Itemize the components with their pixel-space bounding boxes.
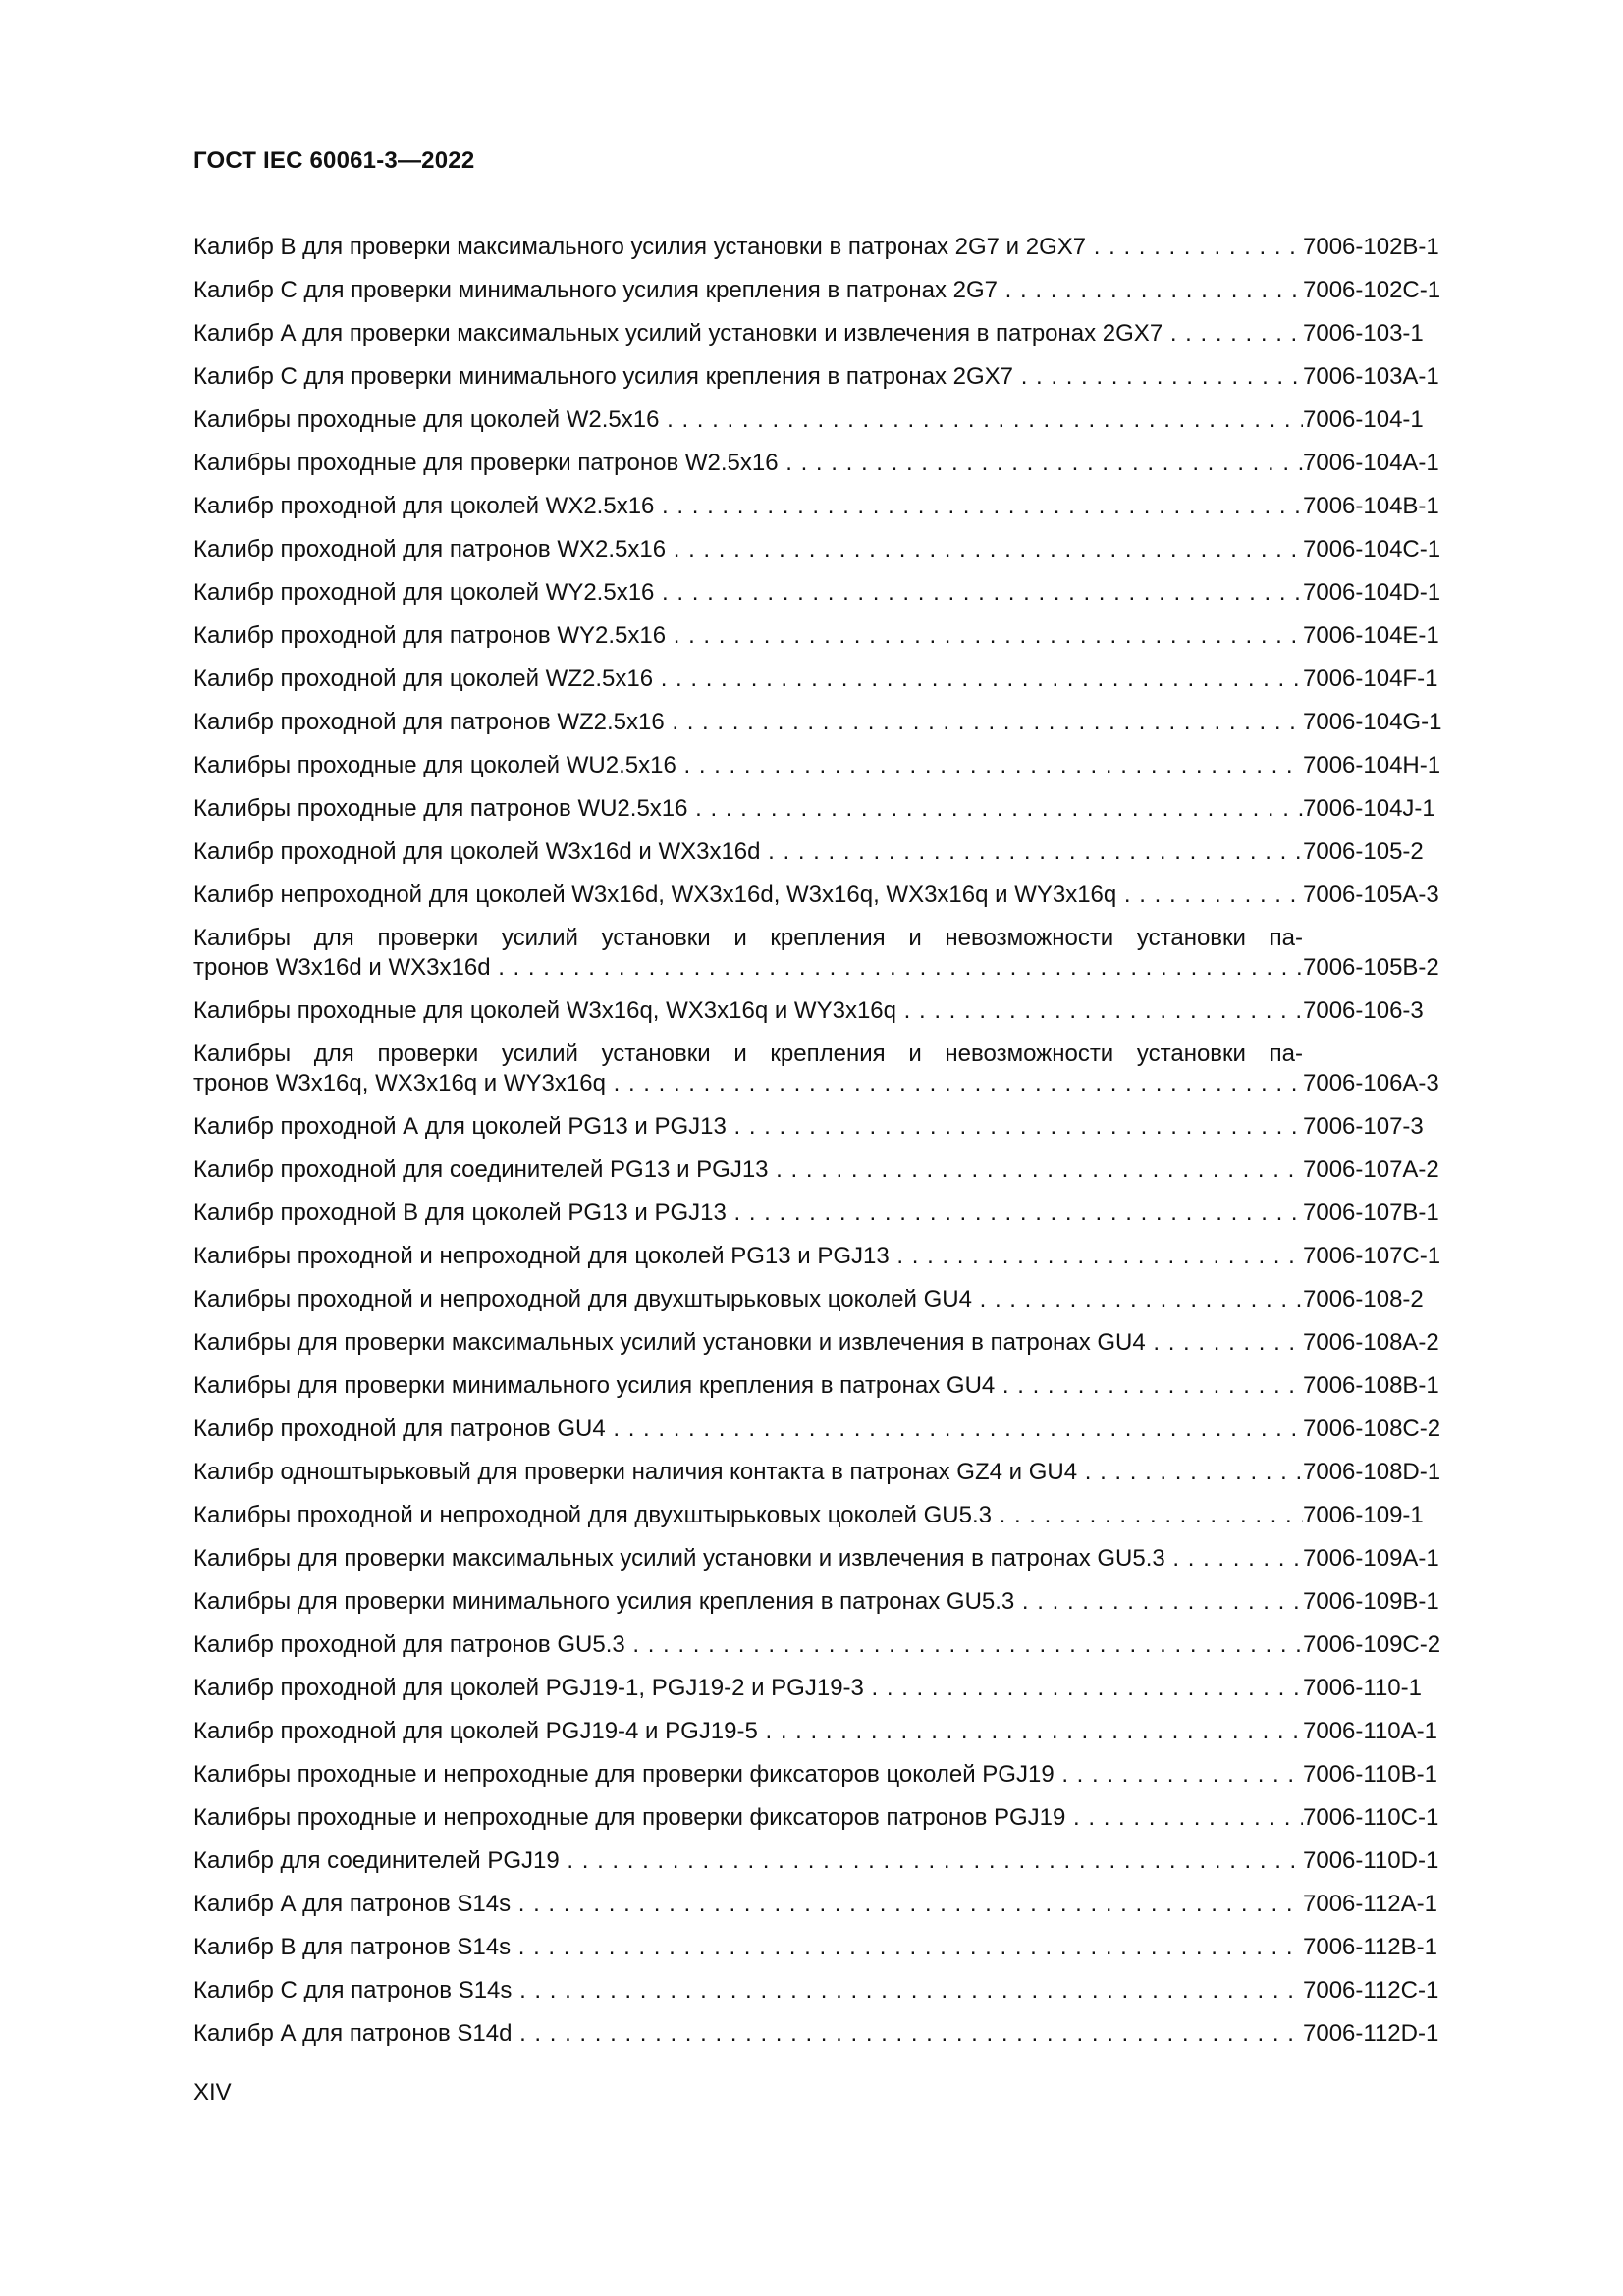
toc-entry-title bbox=[193, 1803, 1303, 1833]
toc-entry-text: Калибр С для патронов S14s . . . bbox=[193, 1976, 1303, 2005]
toc-entry bbox=[193, 996, 1499, 1026]
toc-entry-code: 7006-110C-1 bbox=[1303, 1804, 1439, 1831]
toc-entry-code: 7006-108D-1 bbox=[1303, 1459, 1441, 1485]
toc-entry-title bbox=[193, 665, 1303, 694]
toc-entry-title bbox=[193, 996, 1303, 1026]
toc-entry bbox=[193, 1803, 1499, 1833]
toc-entry-text: Калибры для проверки минимального усилия крепления в патронах GU4 . . . bbox=[193, 1371, 1303, 1401]
toc-entry-code: 7006-110-1 bbox=[1303, 1675, 1422, 1701]
page-number: XIV bbox=[193, 2079, 232, 2106]
toc-entry-code: 7006-106A-3 bbox=[1303, 1070, 1439, 1096]
toc-entry-text: Калибр проходной А для цоколей PG13 и PGJ13 . . . bbox=[193, 1112, 1303, 1142]
toc-entry-title bbox=[193, 1415, 1303, 1444]
toc-entry-code: 7006-109A-1 bbox=[1303, 1545, 1439, 1572]
toc-entry-title bbox=[193, 621, 1303, 651]
toc-entry-code: 7006-110B-1 bbox=[1303, 1761, 1437, 1788]
toc-entry bbox=[193, 1976, 1499, 2005]
document-header: ГОСТ IEC 60061-3—2022 bbox=[193, 147, 475, 174]
toc-entry bbox=[193, 1242, 1499, 1271]
toc-entry-code: 7006-102C-1 bbox=[1303, 277, 1441, 303]
toc-entry bbox=[193, 535, 1499, 564]
toc-entry-text: Калибр одноштырьковый для проверки наличия контакта в патронах GZ4 и GU4 . . . bbox=[193, 1458, 1303, 1487]
toc-entry-title bbox=[193, 1717, 1303, 1746]
toc-entry-code: 7006-104A-1 bbox=[1303, 450, 1439, 476]
toc-entry bbox=[193, 2019, 1499, 2049]
toc-entry-title bbox=[193, 794, 1303, 824]
toc-entry-title bbox=[193, 1674, 1303, 1703]
toc-entry-title bbox=[193, 1040, 1303, 1098]
toc-entry-code: 7006-109C-2 bbox=[1303, 1631, 1441, 1658]
toc-entry-text: Калибр проходной для патронов GU5.3 . . . bbox=[193, 1630, 1303, 1660]
toc-entry-code: 7006-108-2 bbox=[1303, 1286, 1424, 1312]
toc-entry-title bbox=[193, 881, 1303, 910]
toc-entry-text: Калибр проходной для цоколей WX2.5x16 . . . bbox=[193, 492, 1303, 521]
toc-entry bbox=[193, 1587, 1499, 1617]
toc-entry-code: 7006-109B-1 bbox=[1303, 1588, 1439, 1615]
toc-entry bbox=[193, 233, 1499, 262]
toc-entry-text: Калибр А для проверки максимальных усилий установки и извлечения в патронах 2GX7 . . . bbox=[193, 319, 1303, 348]
toc-entry bbox=[193, 276, 1499, 305]
toc-entry-title bbox=[193, 578, 1303, 608]
toc-entry bbox=[193, 621, 1499, 651]
toc-entry-code: 7006-104B-1 bbox=[1303, 493, 1439, 519]
toc-entry-text: Калибры проходные для цоколей WU2.5x16 . . . bbox=[193, 751, 1303, 780]
toc-entry-text: Калибры проходные для цоколей W3x16q, WX3x16q и WY3x16q . . . bbox=[193, 996, 1303, 1026]
toc-entry bbox=[193, 1199, 1499, 1228]
toc-entry bbox=[193, 319, 1499, 348]
toc-entry bbox=[193, 1285, 1499, 1314]
toc-entry-text: Калибр проходной для соединителей PG13 и PGJ13 . . . bbox=[193, 1155, 1303, 1185]
toc-entry-title bbox=[193, 1242, 1303, 1271]
toc-entry-text: Калибр А для патронов S14d . . . bbox=[193, 2019, 1303, 2049]
toc-entry-text: Калибры для проверки максимальных усилий установки и извлечения в патронах GU5.3 . . . bbox=[193, 1544, 1303, 1574]
toc-entry-code: 7006-104D-1 bbox=[1303, 579, 1441, 606]
toc-entry bbox=[193, 1846, 1499, 1876]
toc-entry-text: Калибры проходные для цоколей W2.5x16 . . . bbox=[193, 405, 1303, 435]
toc-entry-code: 7006-110A-1 bbox=[1303, 1718, 1437, 1744]
toc-entry bbox=[193, 1501, 1499, 1530]
toc-entry-code: 7006-104-1 bbox=[1303, 406, 1424, 433]
toc-entry-code: 7006-105A-3 bbox=[1303, 881, 1439, 908]
toc-entry-code: 7006-104E-1 bbox=[1303, 622, 1439, 649]
toc-entry bbox=[193, 1630, 1499, 1660]
toc-entry-code: 7006-104C-1 bbox=[1303, 536, 1441, 562]
toc-entry bbox=[193, 1544, 1499, 1574]
toc-entry-title bbox=[193, 1155, 1303, 1185]
toc-entry-text: Калибры проходные для проверки патронов W2.5x16 . . . bbox=[193, 449, 1303, 478]
toc-entry-title-line2: тронов W3x16d и WX3x16d . . . bbox=[193, 953, 1303, 983]
toc-entry-text: Калибр В для проверки максимального усилия установки в патронах 2G7 и 2GX7 . . . bbox=[193, 233, 1303, 262]
toc-entry-title bbox=[193, 535, 1303, 564]
toc-entry-code: 7006-110D-1 bbox=[1303, 1847, 1439, 1874]
toc-entry-code: 7006-107B-1 bbox=[1303, 1200, 1439, 1226]
toc-entry-text: Калибр проходной для патронов WY2.5x16 . . . bbox=[193, 621, 1303, 651]
toc-entry-text: Калибр проходной для патронов WZ2.5x16 . . . bbox=[193, 708, 1303, 737]
toc-entry bbox=[193, 492, 1499, 521]
toc-entry-text: Калибр проходной для цоколей PGJ19-4 и PGJ19-5 . . . bbox=[193, 1717, 1303, 1746]
toc-entry-code: 7006-104G-1 bbox=[1303, 709, 1442, 735]
toc-entry-title bbox=[193, 1328, 1303, 1358]
toc-entry bbox=[193, 665, 1499, 694]
toc-entry-title bbox=[193, 362, 1303, 392]
toc-entry bbox=[193, 449, 1499, 478]
toc-entry bbox=[193, 881, 1499, 910]
toc-entry bbox=[193, 1328, 1499, 1358]
toc-entry bbox=[193, 1717, 1499, 1746]
toc-entry-text: Калибр проходной для патронов GU4 . . . bbox=[193, 1415, 1303, 1444]
toc-entry bbox=[193, 578, 1499, 608]
toc-entry-code: 7006-112B-1 bbox=[1303, 1934, 1437, 1960]
toc-entry-text: Калибры проходные для патронов WU2.5x16 . . . bbox=[193, 794, 1303, 824]
toc-entry-title bbox=[193, 1199, 1303, 1228]
toc-entry bbox=[193, 1890, 1499, 1919]
toc-entry-text: Калибр проходной для патронов WX2.5x16 . . . bbox=[193, 535, 1303, 564]
toc-entry-title bbox=[193, 276, 1303, 305]
toc-entry bbox=[193, 1933, 1499, 1962]
toc-entry-title bbox=[193, 1976, 1303, 2005]
table-of-contents bbox=[193, 233, 1499, 2062]
toc-entry-title bbox=[193, 1285, 1303, 1314]
toc-entry-title-line2: тронов W3x16q, WX3x16q и WY3x16q . . . bbox=[193, 1069, 1303, 1098]
toc-entry-text: Калибр проходной для цоколей WY2.5x16 . . . bbox=[193, 578, 1303, 608]
toc-entry bbox=[193, 837, 1499, 867]
toc-entry-text: Калибр А для патронов S14s . . . bbox=[193, 1890, 1303, 1919]
toc-entry-title bbox=[193, 405, 1303, 435]
toc-entry-title-line1: Калибры для проверки усилий установки и крепления и невозможности установки па- bbox=[193, 925, 1303, 951]
toc-entry-code: 7006-107-3 bbox=[1303, 1113, 1424, 1140]
toc-entry-code: 7006-102B-1 bbox=[1303, 234, 1439, 260]
toc-entry-title-line1: Калибры для проверки усилий установки и крепления и невозможности установки па- bbox=[193, 1041, 1303, 1067]
toc-entry-text: Калибр для соединителей PGJ19 . . . bbox=[193, 1846, 1303, 1876]
toc-entry-title bbox=[193, 924, 1303, 983]
toc-entry bbox=[193, 1760, 1499, 1789]
toc-entry-code: 7006-104F-1 bbox=[1303, 666, 1438, 692]
toc-entry-title bbox=[193, 708, 1303, 737]
toc-entry bbox=[193, 362, 1499, 392]
toc-entry-title bbox=[193, 492, 1303, 521]
toc-entry-title bbox=[193, 1112, 1303, 1142]
toc-entry-code: 7006-104J-1 bbox=[1303, 795, 1435, 822]
toc-entry-code: 7006-108A-2 bbox=[1303, 1329, 1439, 1356]
toc-entry bbox=[193, 1155, 1499, 1185]
toc-entry-text: Калибры проходной и непроходной для цоколей PG13 и PGJ13 . . . bbox=[193, 1242, 1303, 1271]
toc-entry-title bbox=[193, 1501, 1303, 1530]
toc-entry-title bbox=[193, 1760, 1303, 1789]
toc-entry-title bbox=[193, 751, 1303, 780]
toc-entry-code: 7006-105B-2 bbox=[1303, 954, 1439, 981]
toc-entry-code: 7006-106-3 bbox=[1303, 997, 1424, 1024]
toc-entry-code: 7006-103-1 bbox=[1303, 320, 1424, 347]
toc-entry-text: Калибры проходной и непроходной для двухштырьковых цоколей GU4 . . . bbox=[193, 1285, 1303, 1314]
toc-entry-text: Калибр непроходной для цоколей W3x16d, WX3x16d, W3x16q, WX3x16q и WY3x16q . . . bbox=[193, 881, 1303, 910]
toc-entry-text: Калибры для проверки максимальных усилий установки и извлечения в патронах GU4 . . . bbox=[193, 1328, 1303, 1358]
toc-entry bbox=[193, 405, 1499, 435]
toc-entry-title bbox=[193, 449, 1303, 478]
toc-entry bbox=[193, 1415, 1499, 1444]
toc-entry-title bbox=[193, 233, 1303, 262]
toc-entry-code: 7006-112C-1 bbox=[1303, 1977, 1439, 2003]
toc-entry-title bbox=[193, 319, 1303, 348]
toc-entry-code: 7006-108B-1 bbox=[1303, 1372, 1439, 1399]
toc-entry-code: 7006-103A-1 bbox=[1303, 363, 1439, 390]
toc-entry-code: 7006-105-2 bbox=[1303, 838, 1424, 865]
toc-entry bbox=[193, 708, 1499, 737]
toc-entry-title bbox=[193, 1846, 1303, 1876]
toc-entry-text: Калибр В для патронов S14s . . . bbox=[193, 1933, 1303, 1962]
toc-entry bbox=[193, 1458, 1499, 1487]
toc-entry-title bbox=[193, 1890, 1303, 1919]
toc-entry-text: Калибры проходные и непроходные для проверки фиксаторов патронов PGJ19 . . . bbox=[193, 1803, 1303, 1833]
toc-entry-title bbox=[193, 1544, 1303, 1574]
toc-entry-text: Калибр С для проверки минимального усилия крепления в патронах 2GX7 . . . bbox=[193, 362, 1303, 392]
toc-entry-code: 7006-112A-1 bbox=[1303, 1891, 1437, 1917]
toc-entry-text: Калибры проходные и непроходные для проверки фиксаторов цоколей PGJ19 . . . bbox=[193, 1760, 1303, 1789]
toc-entry bbox=[193, 1674, 1499, 1703]
toc-entry-text: Калибр проходной для цоколей PGJ19-1, PGJ19-2 и PGJ19-3 . . . bbox=[193, 1674, 1303, 1703]
toc-entry bbox=[193, 1112, 1499, 1142]
toc-entry-code: 7006-109-1 bbox=[1303, 1502, 1424, 1528]
toc-entry-title bbox=[193, 1630, 1303, 1660]
toc-entry-text: Калибр проходной для цоколей W3x16d и WX3x16d . . . bbox=[193, 837, 1303, 867]
toc-entry-text: Калибр С для проверки минимального усилия крепления в патронах 2G7 . . . bbox=[193, 276, 1303, 305]
toc-entry bbox=[193, 1371, 1499, 1401]
toc-entry-title bbox=[193, 1587, 1303, 1617]
toc-entry-code: 7006-107C-1 bbox=[1303, 1243, 1441, 1269]
toc-entry bbox=[193, 1040, 1499, 1098]
toc-entry bbox=[193, 924, 1499, 983]
toc-entry-text: Калибры для проверки минимального усилия крепления в патронах GU5.3 . . . bbox=[193, 1587, 1303, 1617]
toc-entry bbox=[193, 751, 1499, 780]
toc-entry-title bbox=[193, 837, 1303, 867]
toc-entry-title bbox=[193, 2019, 1303, 2049]
toc-entry-title bbox=[193, 1458, 1303, 1487]
toc-entry-code: 7006-112D-1 bbox=[1303, 2020, 1439, 2047]
toc-entry-title bbox=[193, 1933, 1303, 1962]
toc-entry-code: 7006-107A-2 bbox=[1303, 1156, 1439, 1183]
toc-entry-text: Калибры проходной и непроходной для двухштырьковых цоколей GU5.3 . . . bbox=[193, 1501, 1303, 1530]
toc-entry-code: 7006-104H-1 bbox=[1303, 752, 1441, 778]
toc-entry-title bbox=[193, 1371, 1303, 1401]
toc-entry bbox=[193, 794, 1499, 824]
toc-entry-text: Калибр проходной В для цоколей PG13 и PGJ13 . . . bbox=[193, 1199, 1303, 1228]
toc-entry-code: 7006-108C-2 bbox=[1303, 1415, 1441, 1442]
toc-entry-text: Калибр проходной для цоколей WZ2.5x16 . . . bbox=[193, 665, 1303, 694]
